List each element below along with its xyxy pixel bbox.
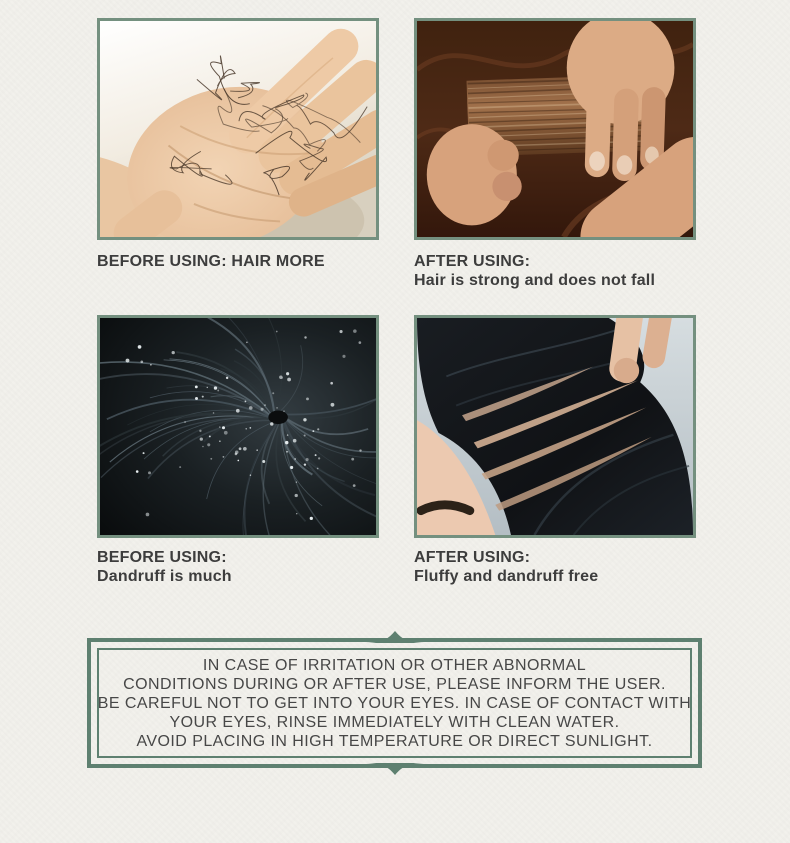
warning-box	[87, 638, 702, 768]
warning-text-line: BE CAREFUL NOT TO GET INTO YOUR EYES. IN CASE OF CONTACT WITH	[97, 694, 692, 712]
warning-inner-frame	[97, 648, 692, 758]
warning-text-line: YOUR EYES, RINSE IMMEDIATELY WITH CLEAN WATER.	[169, 713, 620, 731]
caption-after-strong-hair	[414, 252, 655, 290]
warning-text-line: CONDITIONS DURING OR AFTER USE, PLEASE INFORM THE USER.	[123, 675, 666, 693]
frame-top-peak-ornament	[366, 629, 424, 643]
clean-scalp-illustration	[417, 318, 693, 535]
caption-before-hair-more	[97, 252, 325, 271]
caption-before-dandruff	[97, 548, 232, 586]
photo-before-palm-with-shed-hairs	[97, 18, 379, 240]
warning-text-line: IN CASE OF IRRITATION OR OTHER ABNORMAL	[202, 656, 587, 674]
strong-hair-illustration	[417, 21, 693, 237]
photo-after-strong-hair	[414, 18, 696, 240]
caption-line: AFTER USING:	[414, 549, 531, 566]
dandruff-illustration	[100, 318, 376, 535]
frame-bottom-point-ornament	[366, 763, 424, 777]
caption-line: BEFORE USING:	[97, 549, 227, 566]
caption-line: AFTER USING:	[414, 253, 531, 270]
caption-line: BEFORE USING: HAIR MORE	[97, 253, 325, 270]
caption-line: Fluffy and dandruff free	[414, 568, 599, 585]
photo-after-clean-scalp	[414, 315, 696, 538]
palm-illustration	[100, 21, 376, 237]
caption-after-dandruff-free	[414, 548, 598, 586]
photo-before-dandruff	[97, 315, 379, 538]
caption-line: Dandruff is much	[97, 568, 232, 585]
warning-text-line: AVOID PLACING IN HIGH TEMPERATURE OR DIRECT SUNLIGHT.	[136, 732, 653, 750]
caption-line: Hair is strong and does not fall	[414, 272, 656, 289]
